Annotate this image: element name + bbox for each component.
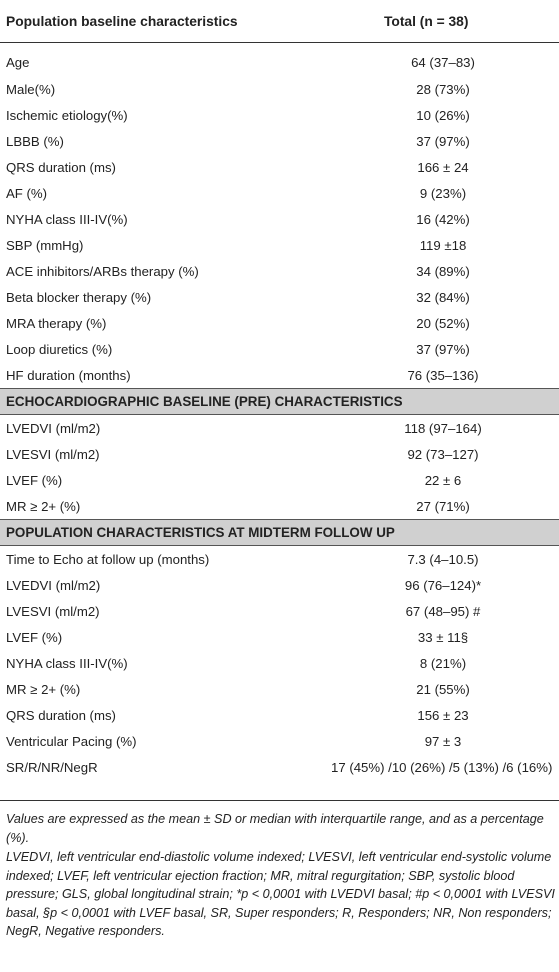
footnote-values: Values are expressed as the mean ± SD or median with interquartile range, and as a percentage (%). (6, 812, 544, 845)
row-label: SR/R/NR/NegR (0, 754, 327, 801)
table-row (0, 154, 559, 180)
table-row (0, 43, 559, 77)
table-row (0, 624, 559, 650)
row-value: 37 (97%) (416, 341, 470, 357)
table-row (0, 128, 559, 154)
table-row (0, 206, 559, 232)
table-row (0, 702, 559, 728)
row-label: LVEF (%) (6, 629, 63, 645)
footnote-abbreviations: LVEDVI, left ventricular end-diastolic volume indexed; LVESVI, left ventricular end-systolic volume indexed; LVEF, left ventricular ejection fraction; MR, mitral regurgitation; SBP, systolic blood pressure; GLS, global longitudinal strain; *p < 0,0001 with LVEDVI basal; #p < 0,0001 with LVESVI basal, §p < 0,0001 with LVEF basal, SR, Super responders; R, Responders; NR, Non responders; NegR, Negative responders. (6, 850, 555, 938)
row-label: NYHA class III-IV(%) (6, 655, 128, 671)
row-label: LVESVI (ml/m2) (6, 446, 100, 462)
table-row (0, 258, 559, 284)
row-value: 97 ± 3 (424, 733, 462, 749)
table-row (0, 102, 559, 128)
table-row (0, 441, 559, 467)
row-label: SBP (mmHg) (6, 237, 84, 253)
row-value: 22 ± 6 (424, 472, 462, 488)
row-label: Age (6, 54, 30, 70)
row-value: 16 (42%) (416, 211, 470, 227)
row-value: 37 (97%) (416, 133, 470, 149)
row-label: ACE inhibitors/ARBs therapy (%) (6, 263, 199, 279)
row-label: HF duration (months) (6, 367, 131, 383)
row-value: 9 (23%) (419, 185, 467, 201)
row-value: 32 (84%) (416, 289, 470, 305)
row-value: 156 ± 23 (417, 707, 469, 723)
row-label: LVEDVI (ml/m2) (6, 420, 101, 436)
row-label: LVEF (%) (6, 472, 63, 488)
section-title: ECHOCARDIOGRAPHIC BASELINE (PRE) CHARACTERISTICS (0, 389, 559, 415)
table-row (0, 572, 559, 598)
row-label: AF (%) (6, 185, 48, 201)
row-label: Loop diuretics (%) (6, 341, 113, 357)
row-value: 96 (76–124)* (404, 577, 482, 593)
row-label: Ischemic etiology(%) (6, 107, 128, 123)
row-label: QRS duration (ms) (6, 159, 116, 175)
row-value: 28 (73%) (416, 81, 470, 97)
section-header-echo (0, 389, 559, 415)
section-title: POPULATION CHARACTERISTICS AT MIDTERM FOLLOW UP (0, 520, 559, 546)
row-value: 10 (26%) (416, 107, 470, 123)
table-row (0, 310, 559, 336)
table-row (0, 362, 559, 389)
row-label: Ventricular Pacing (%) (6, 733, 137, 749)
row-label: LVEDVI (ml/m2) (6, 577, 101, 593)
table-footnotes (0, 801, 559, 941)
table-row (0, 415, 559, 442)
table-row (0, 676, 559, 702)
table-header-row (0, 0, 559, 43)
row-value: 8 (21%) (419, 655, 467, 671)
row-value: 166 ± 24 (417, 159, 469, 175)
row-value: 7.3 (4–10.5) (407, 551, 479, 567)
row-label: MR ≥ 2+ (%) (6, 681, 81, 697)
table-row (0, 493, 559, 520)
table-row-responders (0, 754, 559, 801)
row-label: LBBB (%) (6, 133, 64, 149)
section-header-followup (0, 520, 559, 546)
header-total: Total (n = 38) (327, 0, 559, 43)
table-row (0, 728, 559, 754)
row-value: 92 (73–127) (407, 446, 479, 462)
row-value: 119 ±18 (419, 237, 467, 253)
table-row (0, 650, 559, 676)
row-value: 34 (89%) (416, 263, 470, 279)
row-label: QRS duration (ms) (6, 707, 116, 723)
row-value: 21 (55%) (416, 681, 470, 697)
table-row (0, 284, 559, 310)
row-value: 27 (71%) (416, 498, 470, 514)
row-label: Beta blocker therapy (%) (6, 289, 152, 305)
row-label: LVESVI (ml/m2) (6, 603, 100, 619)
row-value: 20 (52%) (416, 315, 470, 331)
row-label: Time to Echo at follow up (months) (6, 551, 210, 567)
table-row (0, 336, 559, 362)
row-value: 17 (45%) /10 (26%) /5 (13%) /6 (16%) (327, 754, 559, 801)
row-value: 33 ± 11§ (417, 629, 469, 645)
table-row (0, 76, 559, 102)
row-value: 64 (37–83) (411, 54, 475, 70)
table-row (0, 467, 559, 493)
row-value: 76 (35–136) (407, 367, 479, 383)
table-row (0, 598, 559, 624)
row-value: 67 (48–95) # (405, 603, 481, 619)
row-label: NYHA class III-IV(%) (6, 211, 128, 227)
header-characteristics: Population baseline characteristics (0, 0, 327, 43)
table-row (0, 180, 559, 206)
row-label: Male(%) (6, 81, 56, 97)
row-label: MRA therapy (%) (6, 315, 107, 331)
table-row (0, 546, 559, 573)
row-value: 118 (97–164) (404, 420, 482, 436)
row-label: MR ≥ 2+ (%) (6, 498, 81, 514)
table-row (0, 232, 559, 258)
